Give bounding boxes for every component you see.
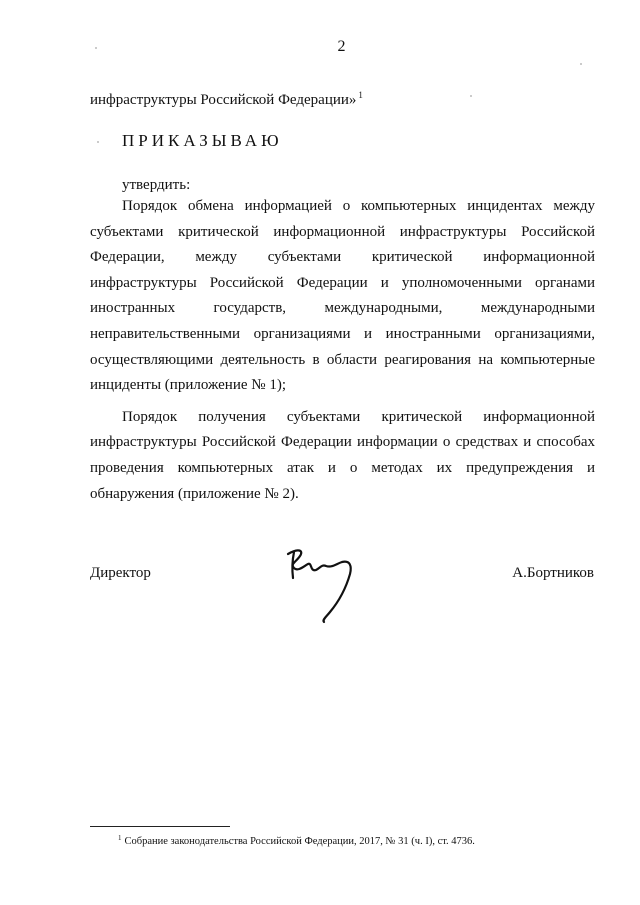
intro-text: инфраструктуры Российской Федерации» [90,92,357,108]
page-number: 2 [337,38,346,55]
scan-speck [580,63,582,65]
signature [280,542,370,627]
intro-footnote-mark: 1 [358,90,363,100]
scan-speck [97,141,99,143]
footnote-divider [90,826,230,827]
order-heading: ПРИКАЗЫВАЮ [122,131,283,150]
paragraph-procedure-exchange: Порядок обмена информацией о компьютерных инцидентах между субъектами критической информационной инфраструктуры Российской Федерации, между субъектами критической информационной инфраструктуры Российской Федерации и уполномоченными органами иностранных государств, международными, международными неправительственными организациями и иностранными организациями, осуществляющими деятельность в области реагирования на компьютерные инциденты (приложение № 1); [90,198,595,394]
paragraph-procedure-receiving: Порядок получения субъектами критической информационной инфраструктуры Российской Федерации информации о средствах и способах проведения компьютерных атак и о методах их предупреждения и обнаружения (приложение № 2). [90,408,595,502]
signer-title: Директор [90,565,151,581]
signer-name: А.Бортников [512,565,594,581]
footnote [118,834,475,847]
approve-label: утвердить: [122,177,191,193]
footnote-mark: 1 [118,834,122,842]
document-body [90,194,595,513]
footnote-text: Собрание законодательства Российской Федерации, 2017, № 31 (ч. I), ст. 4736. [124,836,475,847]
scan-speck [470,95,472,97]
intro-line [90,90,363,109]
scan-speck [95,47,97,49]
